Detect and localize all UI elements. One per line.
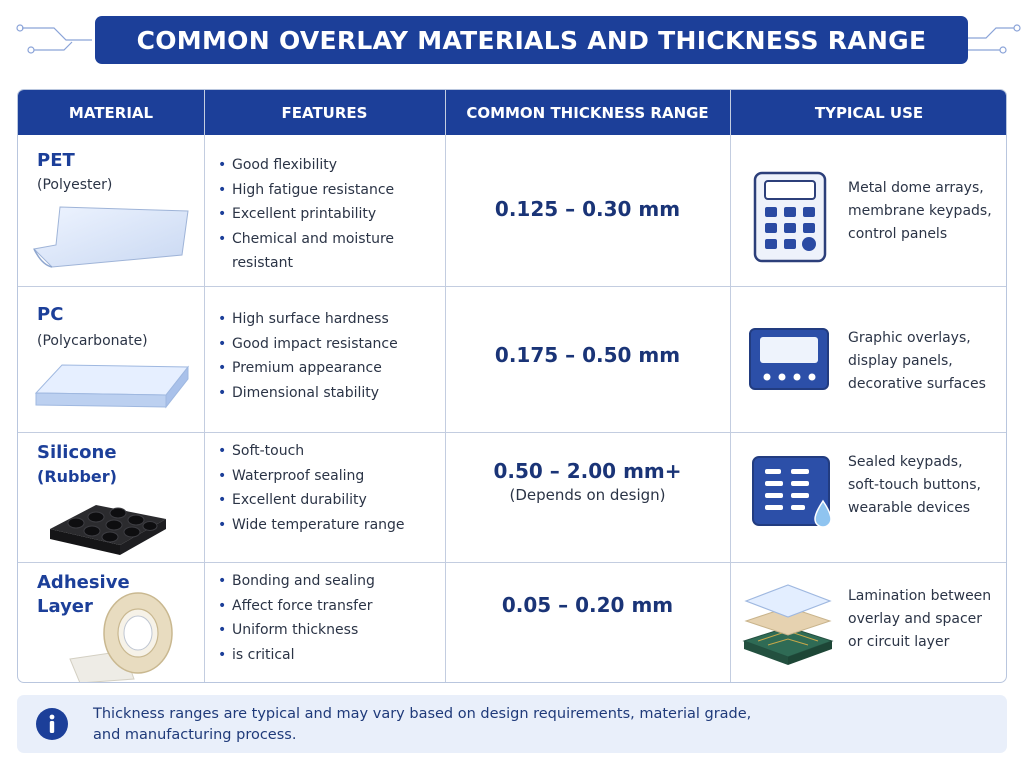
feature-item: • Soft-touch — [218, 439, 405, 464]
materials-table — [17, 89, 1007, 683]
page-title: COMMON OVERLAY MATERIALS AND THICKNESS RANGE — [95, 16, 968, 64]
use-line: display panels, — [848, 353, 953, 369]
features-list — [218, 569, 375, 667]
table-row — [18, 135, 1007, 286]
material-name: Adhesive — [37, 572, 130, 593]
material-subtitle: Layer — [37, 596, 93, 617]
title-area — [0, 0, 1024, 80]
use-line: control panels — [848, 226, 948, 242]
thickness-range: 0.50 – 2.00 mm+ — [493, 459, 682, 483]
use-line: or circuit layer — [848, 634, 950, 650]
thickness-range: 0.175 – 0.50 mm — [494, 343, 681, 367]
feature-item: • Waterproof sealing — [218, 464, 405, 489]
use-line: decorative surfaces — [848, 376, 986, 392]
header-typical-use: TYPICAL USE — [814, 103, 924, 122]
clear-plate-icon — [32, 361, 192, 417]
material-name: PC — [37, 304, 64, 325]
use-line: membrane keypads, — [848, 203, 992, 219]
feature-item: • Uniform thickness — [218, 618, 375, 643]
use-line: wearable devices — [848, 500, 971, 516]
header-material: MATERIAL — [68, 103, 154, 122]
feature-item: • Wide temperature range — [218, 513, 405, 538]
use-line: soft-touch buttons, — [848, 477, 981, 493]
use-line: Graphic overlays, — [848, 330, 971, 346]
feature-item: • Excellent printability — [218, 202, 394, 227]
material-subtitle: (Polycarbonate) — [37, 333, 148, 349]
feature-item: • High fatigue resistance — [218, 178, 394, 203]
feature-item: • High surface hardness — [218, 307, 398, 332]
feature-item: • Good flexibility — [218, 153, 394, 178]
keypad-device-icon — [753, 171, 827, 263]
circuit-decoration-left-icon — [14, 10, 94, 60]
circuit-decoration-right-icon — [966, 10, 1022, 60]
sealed-keypad-icon — [751, 455, 835, 531]
features-list — [218, 307, 398, 405]
material-subtitle: (Polyester) — [37, 177, 113, 193]
feature-item: • Dimensional stability — [218, 381, 398, 406]
typical-use — [848, 451, 998, 520]
feature-item: • Excellent durability — [218, 488, 405, 513]
use-line: overlay and spacer — [848, 611, 983, 627]
clear-film-sheet-icon — [32, 199, 192, 273]
thickness-range: 0.125 – 0.30 mm — [494, 197, 681, 221]
thickness-note: (Depends on design) — [509, 486, 666, 504]
features-list — [218, 439, 405, 537]
use-line: Sealed keypads, — [848, 454, 963, 470]
feature-item: • is critical — [218, 643, 375, 668]
typical-use — [848, 585, 998, 654]
table-header — [18, 90, 1006, 135]
table-row — [18, 563, 1007, 683]
header-thickness: COMMON THICKNESS RANGE — [466, 103, 709, 122]
material-name: Silicone — [37, 442, 117, 463]
feature-item: • Affect force transfer — [218, 594, 375, 619]
feature-item: • Premium appearance — [218, 356, 398, 381]
info-icon — [35, 707, 69, 741]
rubber-keypad-icon — [46, 489, 170, 561]
feature-item: • Chemical and moisture — [218, 227, 394, 252]
display-panel-icon — [748, 327, 830, 391]
feature-item: • Bonding and sealing — [218, 569, 375, 594]
features-list — [218, 153, 394, 276]
feature-item: • Good impact resistance — [218, 332, 398, 357]
table-row — [18, 433, 1007, 562]
feature-item: resistant — [232, 255, 293, 271]
use-line: Metal dome arrays, — [848, 180, 984, 196]
typical-use — [848, 177, 998, 246]
tape-roll-icon — [64, 587, 190, 683]
table-row — [18, 287, 1007, 432]
typical-use — [848, 327, 998, 396]
use-line: Lamination between — [848, 588, 992, 604]
material-name: PET — [37, 150, 75, 171]
footnote-text: Thickness ranges are typical and may vary based on design requirements, material grade, and manufacturing process. — [93, 706, 752, 743]
material-subtitle: (Rubber) — [37, 467, 117, 486]
header-features: FEATURES — [281, 103, 368, 122]
footnote-box — [17, 695, 1007, 753]
thickness-range: 0.05 – 0.20 mm — [501, 593, 674, 617]
layer-stack-icon — [740, 577, 836, 671]
